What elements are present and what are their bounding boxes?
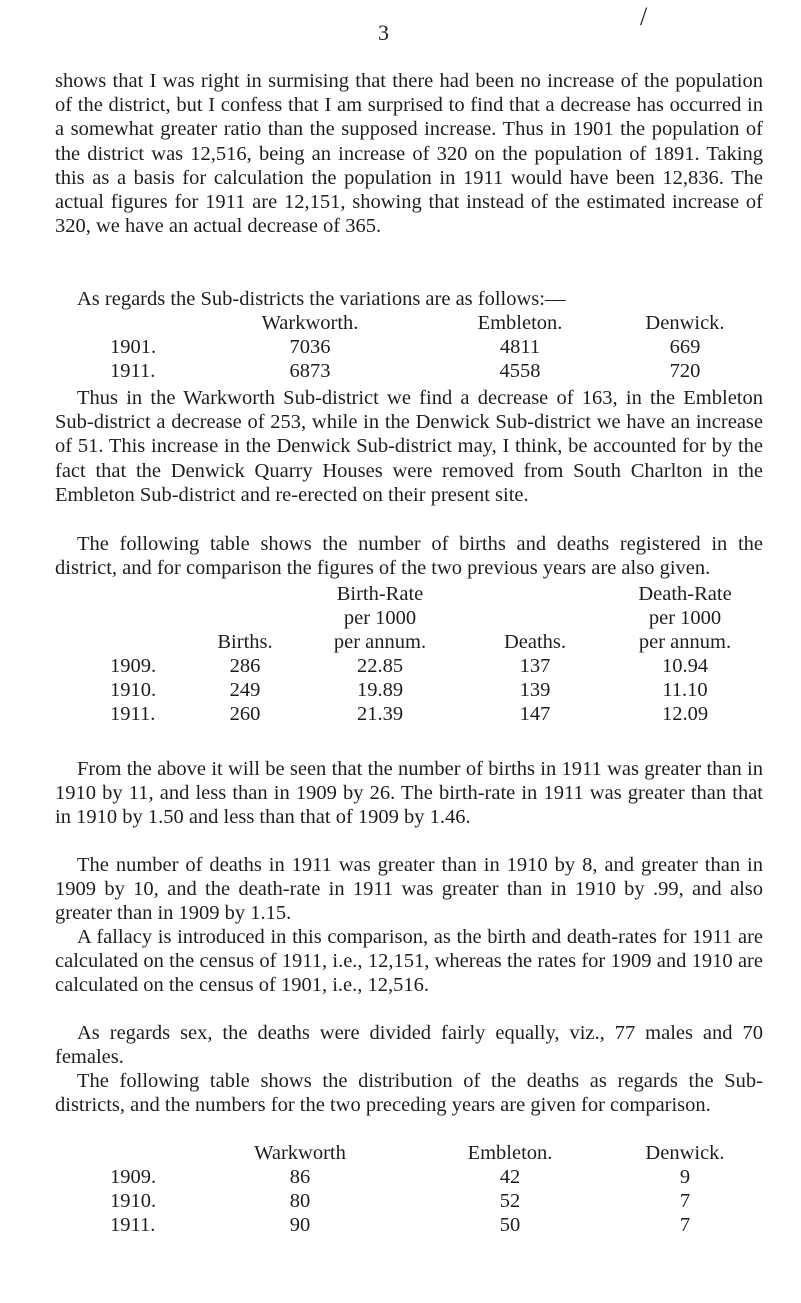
- table-cell: 42: [499, 1166, 521, 1188]
- paragraph-subdistricts-intro: As regards the Sub-districts the variations are as follows:—: [77, 288, 566, 310]
- death-rate-header: Death-Rate: [638, 583, 732, 605]
- population-table: [110, 311, 750, 383]
- table-cell: 50: [499, 1214, 521, 1236]
- birth-rate-header: Birth-Rate: [336, 583, 424, 605]
- table-row: [110, 702, 770, 726]
- table-row: [110, 654, 770, 678]
- deaths-cell: 147: [519, 703, 551, 725]
- paragraph-population-decrease: shows that I was right in surmising that there had been no increase of the population of the district, but I confess that I am surprised to find that a decrease has occurred in a somewhat greater ratio than the supposed increase. Thus in 1901 the population of the district was 12,516, being an increase of 320 on the population of 1891. Taking this as a basis for calculation the population in 1911 would have been 12,836. The actual figures for 1911 are 12,151, showing that instead of the estimated increase of 320, we have an actual decrease of 365.: [55, 70, 763, 238]
- death-rate-cell: 12.09: [661, 703, 709, 725]
- births-deaths-table: [110, 582, 770, 726]
- paragraph-fallacy: A fallacy is introduced in this comparison, as the birth and death-rates for 1911 are calculated on the census of 1911, i.e., 12,151, whereas the rates for 1909 and 1910 are calculated on the census of 1901, i.e., 12,516.: [55, 926, 763, 997]
- table-cell: 720: [669, 360, 701, 382]
- row-year: 1910.: [110, 1190, 157, 1212]
- row-year: 1909.: [110, 1166, 157, 1188]
- table-cell: 7: [679, 1190, 691, 1212]
- table-row: [110, 359, 750, 383]
- table-row: [110, 678, 770, 702]
- column-header: Denwick.: [645, 312, 725, 334]
- paragraph-births-deaths-intro: The following table shows the number of births and deaths registered in the district, and for comparison the figures of the two previous years are also given.: [55, 533, 763, 580]
- death-rate-cell: 10.94: [661, 655, 709, 677]
- table-row: [110, 335, 750, 359]
- row-year: 1911.: [110, 1214, 156, 1236]
- birth-rate-cell: 21.39: [356, 703, 404, 725]
- row-year: 1901.: [110, 336, 157, 358]
- paragraph-deaths-comparison: The number of deaths in 1911 was greater than in 1910 by 8, and greater than in 1909 by 10, and the death-rate in 1911 was greater than in 1910 by .99, and also greater than in 1909 by 1.15.: [55, 854, 763, 925]
- table-cell: 7: [679, 1214, 691, 1236]
- table-cell: 90: [289, 1214, 311, 1236]
- death-rate-header: per 1000: [648, 607, 722, 629]
- row-year: 1911.: [110, 360, 156, 382]
- table-cell: 52: [499, 1190, 521, 1212]
- page-number: 3: [378, 20, 389, 45]
- table-cell: 80: [289, 1190, 311, 1212]
- paragraph-sex-distribution: As regards sex, the deaths were divided fairly equally, viz., 77 males and 70 females.: [55, 1022, 763, 1069]
- table-cell: 9: [679, 1166, 691, 1188]
- birth-rate-cell: 19.89: [356, 679, 404, 701]
- table-cell: 7036: [289, 336, 331, 358]
- table-cell: 669: [669, 336, 701, 358]
- table-row: [110, 1213, 750, 1237]
- row-year: 1909.: [110, 655, 157, 677]
- corner-mark: /: [640, 2, 648, 31]
- births-cell: 249: [229, 679, 261, 701]
- column-header: Warkworth: [254, 1142, 346, 1164]
- row-year: 1910.: [110, 679, 157, 701]
- birth-rate-header: per 1000: [343, 607, 417, 629]
- paragraph-deaths-subdistricts-intro: The following table shows the distribution of the deaths as regards the Sub-districts, and the numbers for the two preceding years are given for comparison.: [55, 1070, 763, 1117]
- table-cell: 6873: [289, 360, 331, 382]
- table-header-row: [110, 630, 770, 654]
- death-rate-cell: 11.10: [662, 679, 708, 701]
- births-cell: 286: [229, 655, 261, 677]
- birth-rate-header: per annum.: [333, 631, 427, 653]
- table-header-row: [110, 1141, 750, 1165]
- paragraph-subdistrict-variations: Thus in the Warkworth Sub-district we find a decrease of 163, in the Embleton Sub-district a decrease of 253, while in the Denwick Sub-district we have an increase of 51. This increase in the Denwick Sub-district may, I think, be accounted for by the fact that the Denwick Quarry Houses were removed from South Charlton in the Embleton Sub-district and re-erected on their present site.: [55, 387, 763, 506]
- table-cell: 4558: [499, 360, 541, 382]
- column-header: Embleton.: [467, 1142, 553, 1164]
- births-header: Births.: [217, 631, 273, 653]
- births-cell: 260: [229, 703, 261, 725]
- table-row: [110, 1189, 750, 1213]
- column-header: Embleton.: [477, 312, 563, 334]
- death-rate-header: per annum.: [638, 631, 732, 653]
- table-cell: 86: [289, 1166, 311, 1188]
- table-header-row: [110, 606, 770, 630]
- birth-rate-cell: 22.85: [356, 655, 404, 677]
- table-row: [110, 1165, 750, 1189]
- population-table-header: [110, 311, 750, 335]
- deaths-cell: 139: [519, 679, 551, 701]
- deaths-header: Deaths.: [503, 631, 567, 653]
- deaths-subdistrict-table: [110, 1141, 750, 1237]
- column-header: Denwick.: [645, 1142, 725, 1164]
- row-year: 1911.: [110, 703, 156, 725]
- deaths-cell: 137: [519, 655, 551, 677]
- column-header: Warkworth.: [261, 312, 359, 334]
- paragraph-births-comparison: From the above it will be seen that the number of births in 1911 was greater than in 1910 by 11, and less than in 1909 by 26. The birth-rate in 1911 was greater than that in 1910 by 1.50 and less than that of 1909 by 1.46.: [55, 758, 763, 829]
- table-cell: 4811: [499, 336, 541, 358]
- table-header-row: [110, 582, 770, 606]
